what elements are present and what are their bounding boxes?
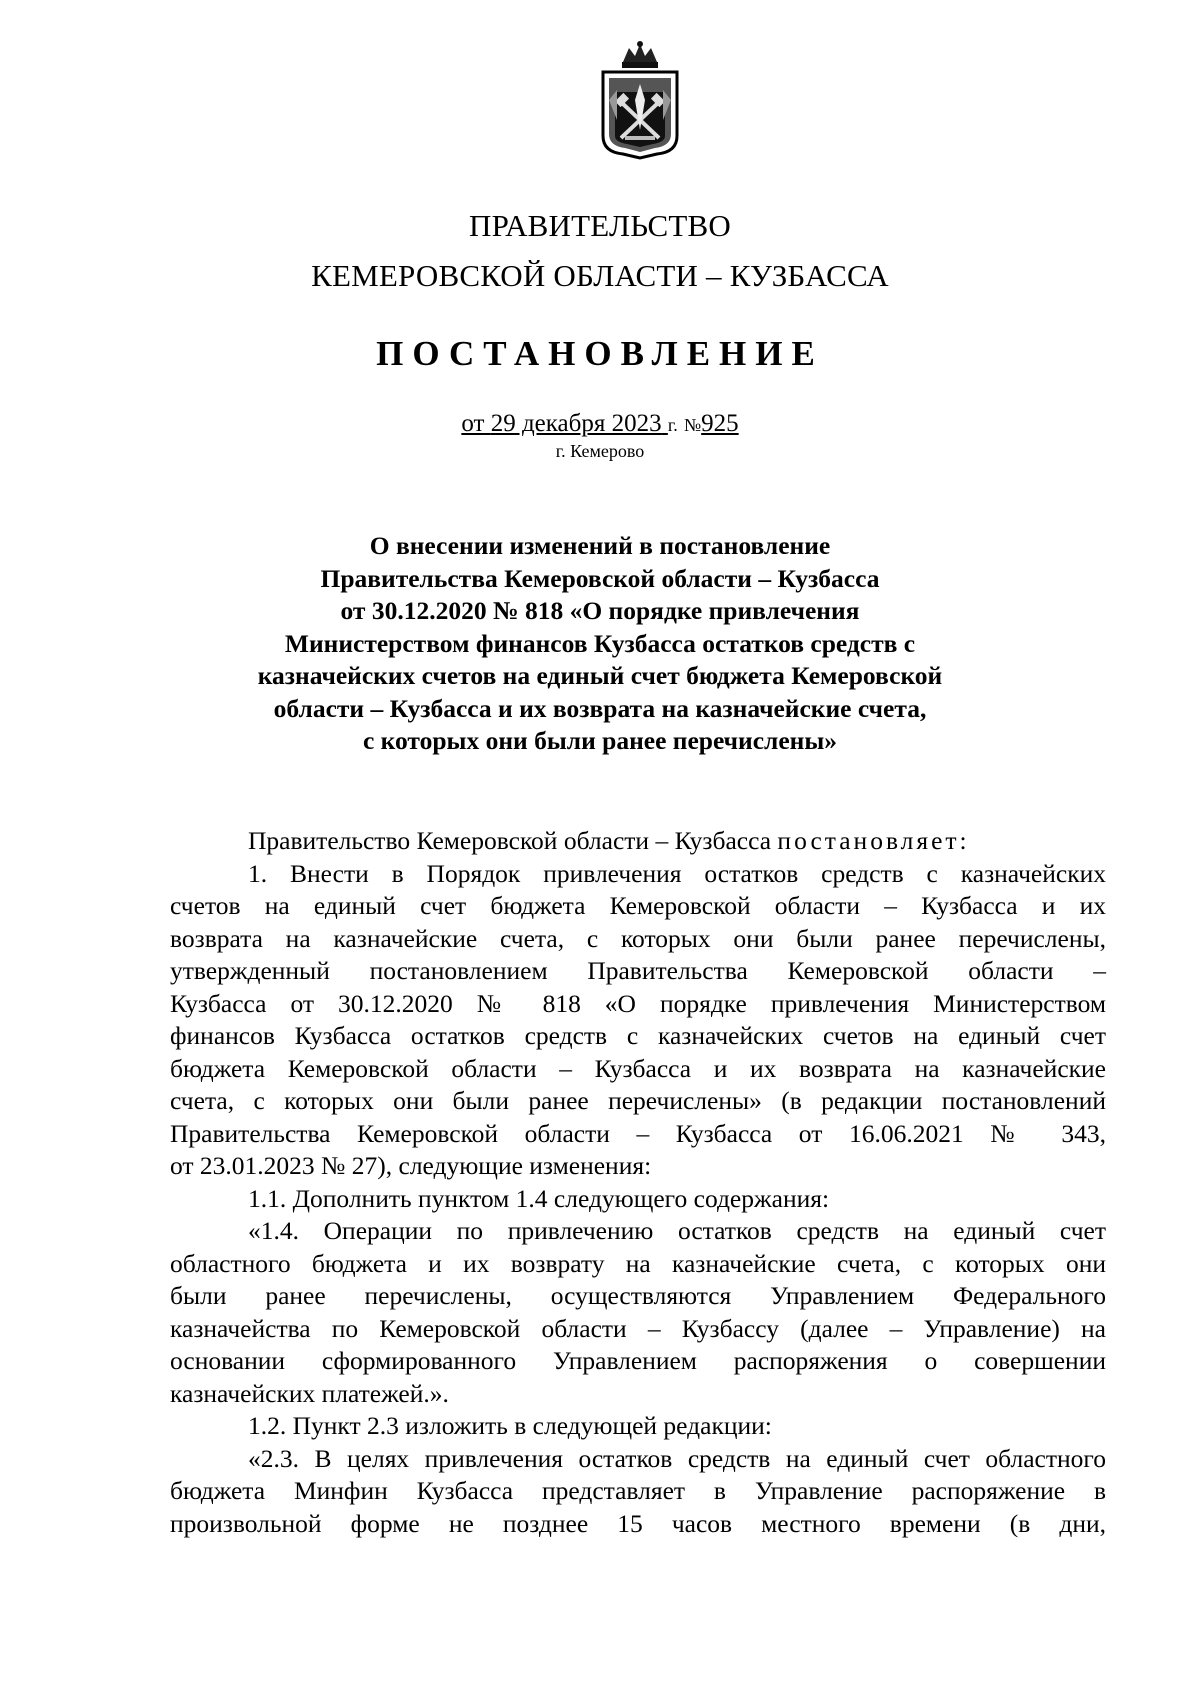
body-line: утвержденный постановлением Правительства Кемеровской области – [170,956,1106,985]
body-line: от 23.01.2023 № 27), следующие изменения: [170,1151,652,1180]
title-line: Министерством финансов Кузбасса остатков средств с [284,628,916,658]
body-line: счетов на единый счет бюджета Кемеровской области – Кузбасса и их [170,891,1106,920]
body-line: 1.2. Пункт 2.3 изложить в следующей редакции: [248,1411,772,1440]
body-line: «2.3. В целях привлечения остатков средств на единый счет областного [248,1443,1106,1473]
body-line: основании сформированного Управлением распоряжения о совершении [170,1346,1106,1375]
title-line: Правительства Кемеровской области – Кузбасса [320,563,880,593]
document-type: ПОСТАНОВЛЕНИЕ [376,334,824,373]
number-sign: № [683,415,702,435]
government-name-line2: КЕМЕРОВСКОЙ ОБЛАСТИ – КУЗБАССА [311,258,889,293]
document-body [170,825,1106,1540]
coat-of-arms-icon [595,40,685,160]
body-line: возврата на казначейские счета, с которых они были ранее перечислены, [170,923,1106,953]
body-line: счета, с которых они были ранее перечислены» (в редакции постановлений [170,1086,1106,1115]
city: г. Кемерово [555,441,645,461]
government-name-line1: ПРАВИТЕЛЬСТВО [469,208,731,243]
title-line: с которых они были ранее перечислены» [362,726,838,755]
document-date: 29 декабря 2023 [490,410,662,437]
year-suffix: г. [667,415,678,435]
document-number: 925 [701,410,739,437]
preamble [170,825,1106,858]
document-title [170,530,1030,758]
body-line: произвольной форме не позднее 15 часов местного времени (в дни, [170,1508,1106,1538]
body-line: Правительства Кемеровской области – Кузбасса от 16.06.2021 № 343, [170,1118,1106,1148]
body-line: были ранее перечислены, осуществляются Управлением Федерального [170,1281,1106,1310]
body-line: бюджета Минфин Кузбасса представляет в Управление распоряжение в [170,1476,1106,1505]
body-line: «1.4. Операции по привлечению остатков средств на единый счет [248,1216,1106,1245]
body-line: бюджета Кемеровской области – Кузбасса и их возврата на казначейские [170,1053,1106,1083]
date-prefix: от [461,410,485,437]
title-line: от 30.12.2020 № 818 «О порядке привлечения [340,596,860,625]
title-line: области – Кузбасса и их возврата на казначейские счета, [273,693,927,723]
title-line: казначейских счетов на единый счет бюджета Кемеровской [257,661,943,690]
title-line: О внесении изменений в постановление [369,531,831,560]
body-line: 1. Внести в Порядок привлечения остатков средств с казначейских [248,858,1106,888]
body-line: казначейских платежей.». [170,1378,449,1408]
date-number-line [0,410,1200,438]
body-line: финансов Кузбасса остатков средств с казначейских счетов на единый счет [170,1021,1106,1050]
preamble-text: Правительство Кемеровской области – Кузбасса [248,826,772,855]
body-line: казначейства по Кемеровской области – Кузбассу (далее – Управление) на [170,1313,1106,1343]
body-line: 1.1. Дополнить пунктом 1.4 следующего содержания: [248,1183,830,1213]
body-line: Кузбасса от 30.12.2020 № 818 «О порядке привлечения Министерством [170,988,1106,1018]
body-line: областного бюджета и их возврату на казначейские счета, с которых они [170,1248,1106,1278]
preamble-spaced-word: постановляет: [777,826,970,855]
